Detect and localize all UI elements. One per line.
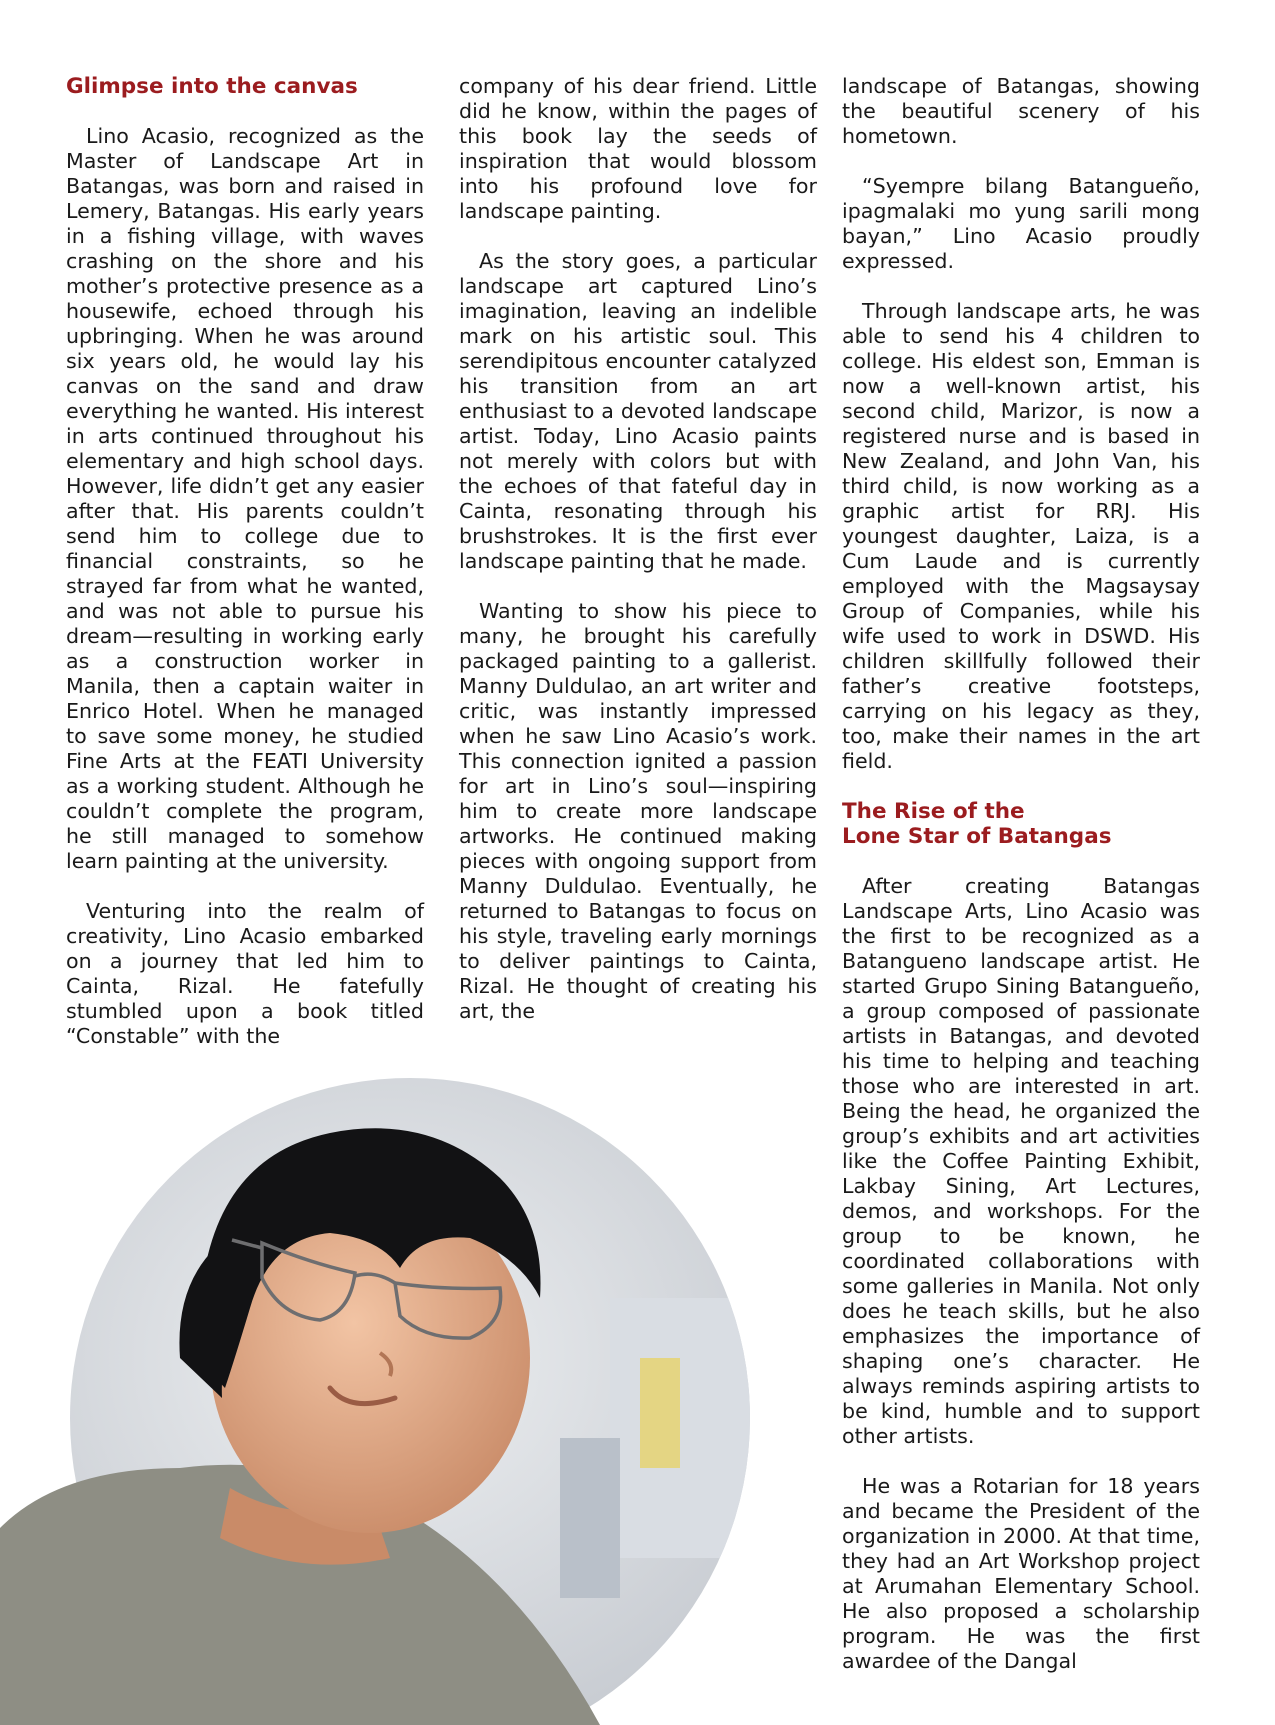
paragraph-continued: landscape of Batangas, showing the beautiful scenery of his hometown. — [842, 74, 1200, 148]
section-heading-line: Lone Star of Batangas — [842, 824, 1112, 849]
section-heading-line: The Rise of the — [842, 799, 1025, 824]
paragraph: Wanting to show his piece to many, he brought his carefully packaged painting to a gallerist. Manny Duldulao, an art writer and critic, was instantly impressed when he saw Lino Acasio’s work. This connection ignited a passion for art in Lino’s soul—inspiring him to create more landscape artworks. He continued making pieces with ongoing support from Manny Duldulao. Eventually, he returned to Batangas to focus on his style, traveling early mornings to deliver paintings to Cainta, Rizal. He thought of creating his art, the — [459, 599, 817, 1023]
quote-paragraph: “Syempre bilang Batangueño, ipagmalaki mo yung sarili mong bayan,” Lino Acasio proudly expressed. — [842, 174, 1200, 273]
section-heading-rise — [842, 799, 1200, 849]
article-column-1 — [66, 74, 424, 1074]
section-heading-glimpse: Glimpse into the canvas — [66, 74, 358, 99]
article-column-2 — [459, 74, 817, 1049]
paragraph: After creating Batangas Landscape Arts, Lino Acasio was the first to be recognized as a Batangueno landscape artist. He started Grupo Sining Batangueño, a group composed of passionate artists in Batangas, and devoted his time to helping and teaching those who are interested in art. Being the head, he organized the group’s exhibits and art activities like the Coffee Painting Exhibit, Lakbay Sining, Art Lectures, demos, and workshops. For the group to be known, he coordinated collaborations with some galleries in Manila. Not only does he teach skills, but he also emphasizes the importance of shaping one’s character. He always reminds aspiring artists to be kind, humble and to support other artists. — [842, 874, 1200, 1448]
paragraph: He was a Rotarian for 18 years and became the President of the organization in 2000. At that time, they had an Art Workshop project at Arumahan Elementary School. He also proposed a scholarship program. He was the first awardee of the Dangal — [842, 1474, 1200, 1673]
paragraph-continued: company of his dear friend. Little did he know, within the pages of this book lay the seeds of inspiration that would blossom into his profound love for landscape painting. — [459, 74, 817, 223]
article-column-3 — [842, 74, 1200, 1699]
paragraph: Through landscape arts, he was able to send his 4 children to college. His eldest son, Emman is now a well-known artist, his second child, Marizor, is now a registered nurse and is based in New Zealand, and John Van, his third child, is now working as a graphic artist for RRJ. His youngest daughter, Laiza, is a Cum Laude and is currently employed with the Magsaysay Group of Companies, while his wife used to work in DSWD. His children skillfully followed their father’s creative footsteps, carrying on his legacy as they, too, make their names in the art field. — [842, 299, 1200, 773]
paragraph: Venturing into the realm of creativity, Lino Acasio embarked on a journey that led him to Cainta, Rizal. He fatefully stumbled upon a book titled “Constable” with the — [66, 899, 424, 1048]
paragraph: Lino Acasio, recognized as the Master of Landscape Art in Batangas, was born and raised in Lemery, Batangas. His early years in a fishing village, with waves crashing on the shore and his mother’s protective presence as a housewife, echoed through his upbringing. When he was around six years old, he would lay his canvas on the sand and draw everything he wanted. His interest in arts continued throughout his elementary and high school days. However, life didn’t get any easier after that. His parents couldn’t send him to college due to financial constraints, so he strayed far from what he wanted, and was not able to pursue his dream—resulting in working early as a construction worker in Manila, then a captain waiter in Enrico Hotel. When he managed to save some money, he studied Fine Arts at the FEATI University as a working student. Although he couldn’t complete the program, he still managed to somehow learn painting at the university. — [66, 124, 424, 873]
paragraph: As the story goes, a particular landscape art captured Lino’s imagination, leaving an indelible mark on his artistic soul. This serendipitous encounter catalyzed his transition from an art enthusiast to a devoted landscape artist. Today, Lino Acasio paints not merely with colors but with the echoes of that fateful day in Cainta, resonating through his brushstrokes. It is the first ever landscape painting that he made. — [459, 249, 817, 573]
portrait-photo — [0, 1058, 760, 1725]
